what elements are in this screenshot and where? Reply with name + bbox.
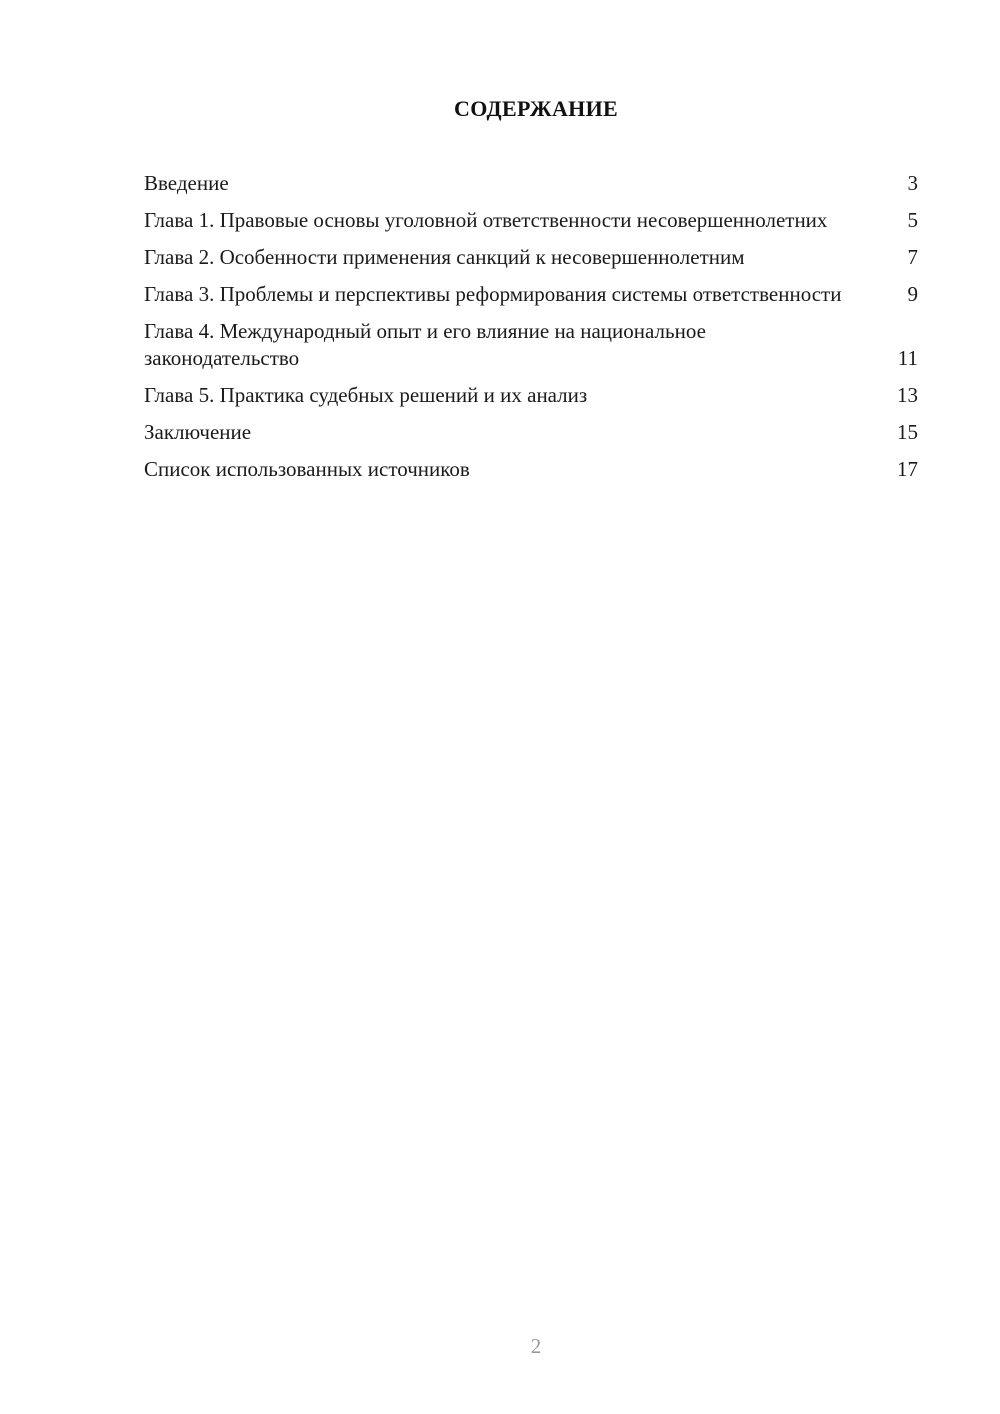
- toc-entry-page: 9: [907, 282, 918, 306]
- toc-entry-references: [144, 456, 918, 483]
- toc-entry-text: Введение: [144, 171, 229, 195]
- toc-entry-chapter-1: [144, 207, 918, 234]
- toc-entry-text: Глава 5. Практика судебных решений и их анализ: [144, 383, 588, 407]
- toc-entry-page: 3: [907, 171, 918, 195]
- page-number: 2: [530, 1334, 542, 1358]
- toc-entry-text: Глава 1. Правовые основы уголовной ответственности несовершеннолетних: [144, 208, 828, 232]
- toc-entry-chapter-2: [144, 244, 918, 271]
- toc-entry-conclusion: [144, 419, 918, 446]
- toc-entry-chapter-3: [144, 281, 918, 308]
- toc-entry-page: 5: [907, 208, 918, 232]
- toc-entry-text: Заключение: [144, 420, 252, 444]
- toc-entry-text: Глава 3. Проблемы и перспективы реформирования системы ответственности: [144, 282, 842, 306]
- toc-entry-page: 17: [897, 457, 918, 481]
- table-of-contents: [144, 170, 918, 493]
- toc-entry-page: 11: [897, 346, 918, 370]
- toc-entry-page: 15: [897, 420, 918, 444]
- toc-entry-page: 13: [897, 383, 918, 407]
- toc-entry-chapter-4: [144, 318, 918, 372]
- toc-entry-text: Список использованных источников: [144, 457, 470, 481]
- toc-entry-chapter-5: [144, 382, 918, 409]
- toc-entry-introduction: [144, 170, 918, 197]
- toc-entry-page: 7: [907, 245, 918, 269]
- toc-entry-text: Глава 2. Особенности применения санкций к несовершеннолетним: [144, 245, 745, 269]
- toc-entry-text: Глава 4. Международный опыт и его влияние на национальное законодательство: [144, 319, 706, 370]
- page-title: СОДЕРЖАНИЕ: [454, 96, 618, 121]
